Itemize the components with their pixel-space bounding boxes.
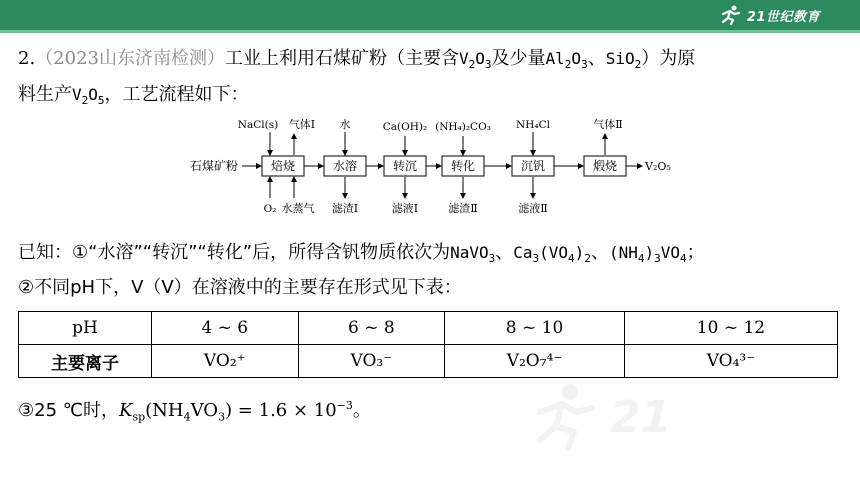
step-label-vanadium-precip: 沉钒 (520, 159, 546, 173)
table-cell-ion: VO₂⁺ (152, 345, 299, 378)
reagent-caoh2: Ca(OH)₂ (382, 121, 428, 133)
reagent-nh4cl: NH₄Cl (516, 119, 550, 131)
reagent-nacl: NaCl(s) (237, 119, 279, 131)
table-cell-ion: VO₃⁻ (298, 345, 445, 378)
reagent-water: 水 (339, 118, 351, 131)
known-line-1 (18, 240, 705, 266)
ion-table (18, 311, 838, 378)
svg-text:21: 21 (610, 392, 672, 443)
logo-text: 21世纪教育 (746, 9, 820, 25)
formula-sio2: SiO$_2$ (605, 49, 642, 72)
question-text-mid: 及少量 (491, 48, 546, 69)
step-label-calcine: 煅烧 (592, 159, 618, 173)
known-text-3b: 。 (352, 400, 371, 421)
formula-al2o3: $Al_2O_3$ (545, 49, 588, 72)
product-gas-1: 气体Ⅰ (288, 118, 316, 131)
question-text-1: 工业上利用石煤矿粉（主要含 (225, 48, 459, 69)
known-sep-3: ； (686, 242, 705, 263)
table-cell-ion: V₂O₇⁴⁻ (445, 345, 625, 378)
filtrate-1: 滤液Ⅰ (391, 202, 419, 215)
reagent-nh4-2co3: (NH₄)₂CO₃ (435, 121, 491, 133)
question-source: （2023山东济南检测） (35, 48, 225, 69)
residue-2: 滤渣Ⅱ (448, 202, 478, 215)
site-logo (719, 4, 820, 26)
known-line-2 (18, 275, 462, 301)
table-cell-ph: 4 ~ 6 (152, 312, 299, 345)
formula-nh43vo4: $(NH_4)_3VO_4$ (608, 243, 687, 266)
question-line-2 (18, 82, 249, 108)
step-label-roast: 焙烧 (270, 159, 296, 173)
table-row (19, 312, 838, 345)
watermark-logo-icon (530, 378, 850, 458)
table-cell-ph: 8 ~ 10 (445, 312, 625, 345)
formula-navo3: NaVO$_3$ (450, 243, 496, 266)
step-label-dissolve: 水溶 (332, 159, 358, 173)
formula-v2o3: $V_2O_3$ (459, 49, 492, 72)
known-line-3: ③25 ℃时，$K_{sp}(NH_4VO_3) = 1.6 \times 10^{-3}$。 (18, 399, 371, 424)
step-label-transfer-precip: 转沉 (392, 159, 418, 173)
residue-1: 滤渣Ⅰ (331, 202, 359, 215)
table-cell-ph: 10 ~ 12 (624, 312, 837, 345)
question-text-end: ）为原 (641, 48, 696, 69)
question-number: 2. (18, 48, 36, 69)
table-header-ph: pH (19, 312, 152, 345)
table-row (19, 345, 838, 378)
formula-ksp: K (118, 400, 133, 421)
runner-logo-icon (719, 5, 743, 25)
formula-ca3vo42: $Ca_3(VO_4)_2$ (513, 243, 591, 266)
known-text-3a: ③25 ℃时， (18, 400, 119, 421)
question-text-2b: ，工艺流程如下： (104, 84, 249, 105)
step-label-convert: 转化 (450, 159, 476, 173)
filtrate-2: 滤液Ⅱ (518, 202, 548, 215)
table-cell-ion: VO₄³⁻ (624, 345, 837, 378)
process-flow-diagram (190, 114, 690, 222)
question-line-1 (18, 46, 695, 72)
reagent-o2: O₂ (263, 203, 277, 215)
product-gas-2: 气体Ⅱ (593, 118, 623, 131)
flow-output-label: V₂O₅ (645, 160, 671, 173)
known-text-1: 已知：①“水溶”“转沉”“转化”后，所得含钒物质依次为 (18, 242, 451, 263)
question-text-2a: 料生产 (18, 84, 72, 105)
question-text-sep: 、 (587, 48, 606, 69)
header-stripe (0, 30, 860, 33)
known-sep-1: 、 (495, 242, 514, 263)
flow-input-label: 石煤矿粉 (190, 159, 239, 173)
table-cell-ph: 6 ~ 8 (298, 312, 445, 345)
known-sep-2: 、 (590, 242, 609, 263)
table-header-ion: 主要离子 (19, 345, 152, 378)
formula-v2o5: $V_2O_5$ (72, 85, 105, 108)
formula-ksp-expr: $(NH_4VO_3) = 1.6 \times 10^{-3}$ (145, 399, 353, 424)
known-text-2: ②不同pH下，V（Ⅴ）在溶液中的主要存在形式见下表： (18, 277, 462, 298)
reagent-steam: 水蒸气 (281, 202, 315, 215)
